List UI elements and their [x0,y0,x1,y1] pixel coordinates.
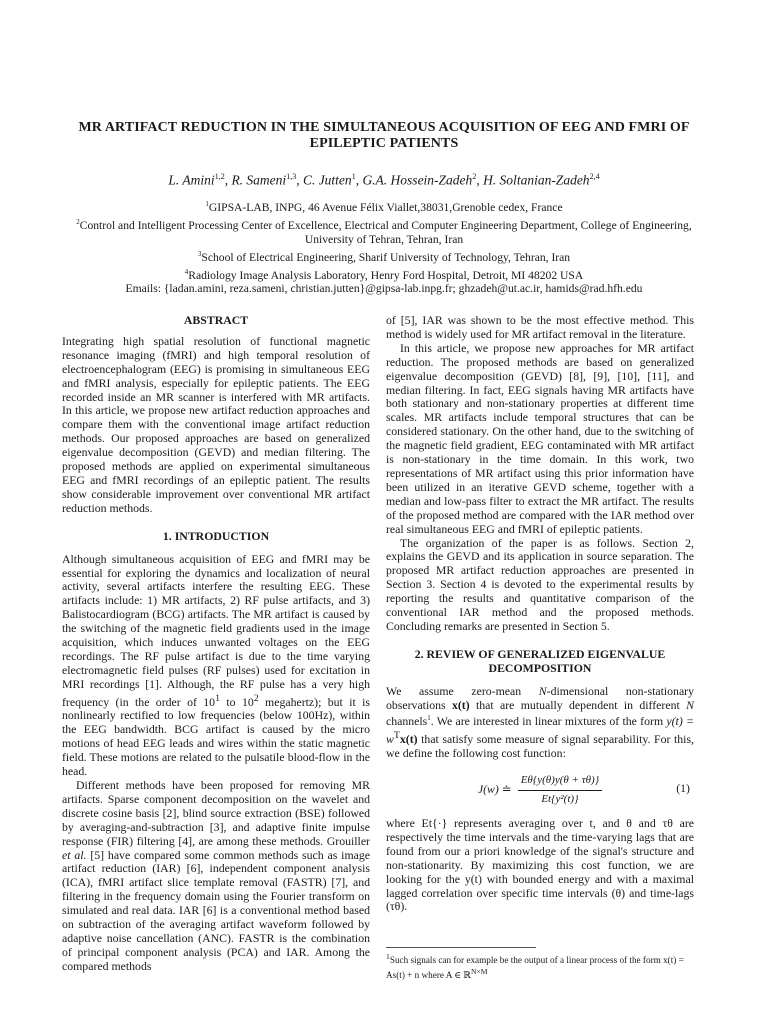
body-paragraph: In this article, we propose new approaches for MR artifact reduction. The proposed methods are based on generalized eigenvalue decomposition (GEVD) [8], [9], [10], [11], and median filtering. In fact, EEG signals having MR artifacts have both stationary and non-stationary properties at different time scales. MR artifacts include temporal structures that can be considered stationary. On the other hand, due to the switching of the magnetic field gradient, EEG contaminated with MR artifact is non-stationary in the time domain. In this work, two representations of MR artifact using this prior information have been utilized in an iterative GEVD scheme, together with a median and low-pass filter to extract the MR artifact. The results of the proposed method are compared with the IAR method over real simultaneous EEG and fMRI of epileptic patients. [386,340,694,536]
section-heading-introduction: 1. INTRODUCTION [162,528,270,543]
author: L. Amini [168,172,215,188]
body-paragraph: The organization of the paper is as follows. Section 2, explains the GEVD and its application in source separation. The proposed MR artifact reduction approaches are presented in Section 3. Section 4 is devoted to the experimental results by reporting the results and quantitative comparison of the conventional IAR method and the proposed methods. Concluding remarks are presented in Section 5. [386,535,694,633]
footnote-rule [386,947,536,948]
author-list: L. Amini$^{1,2}$, R. Sameni$^{1,3}$, C. Jutten$^1$, G.A. Hossein-Zadeh$^2$, H. Soltanian-Zadeh$^{2,4}$ [168,172,600,188]
author: R. Sameni [231,172,287,188]
body-paragraph: of [5], IAR was shown to be the most effective method. This method is widely used for MR artifact removal in the literature. [386,313,694,341]
section-heading-gevd: 2. REVIEW OF GENERALIZED EIGENVALUE DECOMPOSITION [414,646,666,675]
equation-lhs: J(w) ≐ [477,782,512,797]
author: G.A. Hossein-Zadeh [362,172,473,188]
intro-paragraph-2: Different methods have been proposed for removing MR artifacts. Sparse component decomposition on the wavelet and discrete cosine basis [2], blind source extraction (BSE) followed by averaging-and-subtraction [3], and adaptive finite impulse response (FIR) filtering [4], are among these methods. Grouiller et al. [5] have compared some common methods such as image artifact reduction (IAR) [6], independent component analysis (ICA), fMRI artifact slice template removal (FASTR) [7], and filtering in the frequency domain using the Fourier transform on simulated and real data. IAR [6] is a conventional method based on subtraction of the averaging artifact waveform followed by adaptive noise cancellation (ANC). FASTR is the combination of principal component analysis (PCA) and IAR. Among the compared methods [62,778,370,973]
author: C. Jutten [302,172,352,188]
paper-title: MR ARTIFACT REDUCTION IN THE SIMULTANEOUS ACQUISITION OF EEG AND FMRI OF EPILEPTIC PATIENTS [78,120,690,151]
affiliations [60,197,708,296]
author: H. Soltanian-Zadeh [483,172,590,188]
abstract-text: Integrating high spatial resolution of functional magnetic resonance imaging (fMRI) and high temporal resolution of electroencephalogram (EEG) is promising in simultaneous EEG and fMRI analysis, especially for epileptic patients. The EEG recorded inside an MR scanner is interfered with MR artifacts. In this article, we propose new artifact reduction approaches and compare them with the conventional image artifact reduction methods. Our proposed approaches are based on generalized eigenvalue decomposition (GEVD) and median filtering. The proposed methods are applied on experimental simultaneous EEG and fMRI recordings of an epileptic patient. The results show considerable improvement over conventional MR artifact reduction methods. [62,333,370,515]
emails: Emails: {ladan.amini, reza.sameni, christian.jutten}@gipsa-lab.inpg.fr; ghzadeh@ut.ac.ir, hamids@rad.hfh.edu [125,282,643,296]
abstract-heading: ABSTRACT [183,313,249,327]
equation-1 [386,767,694,813]
left-column [62,314,370,974]
equation-number: (1) [676,781,690,796]
intro-paragraph-1: Although simultaneous acquisition of EEG and fMRI may be essential for exploring the dynamics and localization of neural activity, several artifacts interfere the resulting EEG. These artifacts include: 1) MR artifacts, 2) RF pulse artifacts, and 3) Balistocardiogram (BCG) artifacts. The MR artifact is caused by the switching of the magnetic field gradients used in the image acquisition, which induces unwanted voltages on the EEG recordings. The RF pulse artifact is due to the time varying electromagnetic field pulses (RF pulses) used for excitation in MRI recordings [1]. Although, the RF pulse has a very high frequency (in the order of $10^1$ to $10^2$ megahertz); but it is nonlinearly rectified to low frequencies (below 100Hz), within the EEG bandwidth. BCG artifact is caused by the micro motions of head EEG leads and wires within the static magnetic field. These motions are related to the pulsatile blood-flow in the head. [62,551,371,779]
affiliation-2: $^2$Control and Intelligent Processing Center of Excellence, Electrical and Computer Engineering Department, College of Engineering, University of Tehran, Tehran, Iran [76,217,692,246]
footnote: $^1$Such signals can for example be the output of a linear process of the form x(t) = As(t) + n where A ∈ ℝ$^{N\times M}$ [386,952,684,981]
equation-fraction [518,774,602,807]
equation-denominator: Et{y²(t)} [541,792,579,805]
affiliation-3: $^3$School of Electrical Engineering, Sharif University of Technology, Tehran, Iran [197,249,571,264]
body-paragraph: where Et{·} represents averaging over t, and θ and τθ are respectively the time intervals and the time-varying lags that are found from our a priori knowledge of the signal's structure and non-stationarity. By maximizing this cost function, we are looking for the y(t) with bounded energy and with a maximal lagged correlation over specific time intervals (θ) and time-lags (τθ). [386,816,694,914]
right-column [386,314,694,914]
body-paragraph: We assume zero-mean N-dimensional non-stationary observations x(t) that are mutually dependent in different N channels$^1$. We are interested in linear mixtures of the form $y(t) = w^Tx(t)$ that satisfy some measure of signal separability. For this, we define the following cost function: [386,683,695,761]
affiliation-4: $^4$Radiology Image Analysis Laboratory, Henry Ford Hospital, Detroit, MI 48202 USA [184,267,584,282]
affiliation-1: $^1$GIPSA-LAB, INPG, 46 Avenue Félix Viallet,38031,Grenoble cedex, France [205,200,563,214]
equation-numerator: Eθ{y(θ)y(θ + τθ)} [518,774,602,791]
